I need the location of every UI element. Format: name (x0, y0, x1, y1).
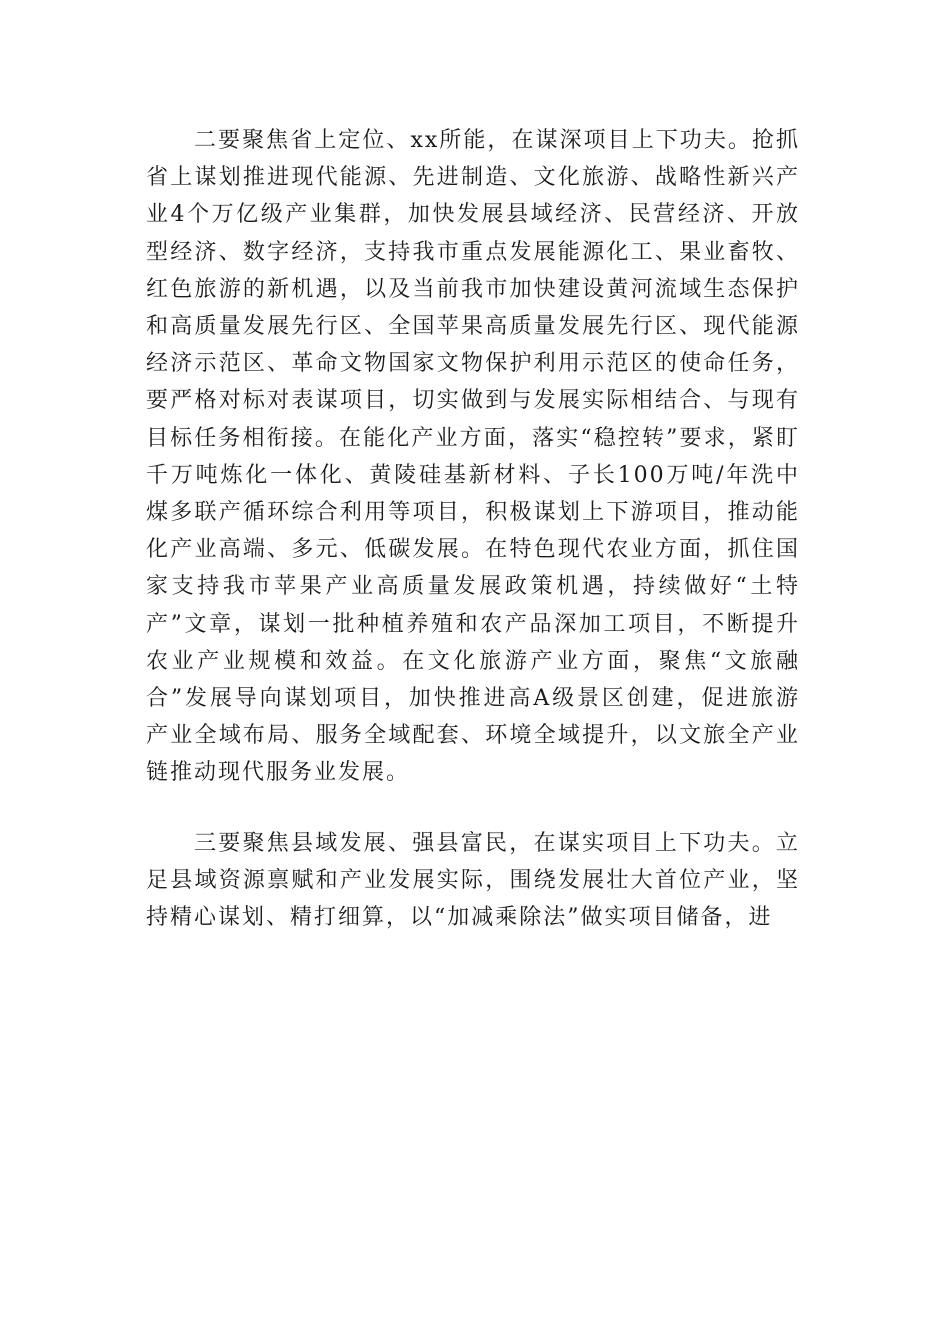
document-page (146, 122, 800, 936)
paragraph-focus-provincial-positioning: 二要聚焦省上定位、xx所能，在谋深项目上下功夫。抢抓省上谋划推进现代能源、先进制造、文化旅游、战略性新兴产业4个万亿级产业集群，加快发展县域经济、民营经济、开放型经济、数字经济，支持我市重点发展能源化工、果业畜牧、红色旅游的新机遇，以及当前我市加快建设黄河流域生态保护和高质量发展先行区、全国苹果高质量发展先行区、现代能源经济示范区、革命文物国家文物保护利用示范区的使命任务，要严格对标对表谋项目，切实做到与发展实际相结合、与现有目标任务相衔接。在能化产业方面，落实“稳控转”要求，紧盯千万吨炼化一体化、黄陵硅基新材料、子长100万吨/年洗中煤多联产循环综合利用等项目，积极谋划上下游项目，推动能化产业高端、多元、低碳发展。在特色现代农业方面，抓住国家支持我市苹果产业高质量发展政策机遇，持续做好“土特产”文章，谋划一批种植养殖和农产品深加工项目，不断提升农业产业规模和效益。在文化旅游产业方面，聚焦“文旅融合”发展导向谋划项目，加快推进高A级景区创建，促进旅游产业全域布局、服务全域配套、环境全域提升，以文旅全产业链推动现代服务业发展。 (146, 128, 800, 786)
paragraph-focus-county-development: 三要聚焦县域发展、强县富民，在谋实项目上下功夫。立足县域资源禀赋和产业发展实际，围绕发展壮大首位产业，坚持精心谋划、精打细算，以“加减乘除法”做实项目储备，进 (146, 830, 800, 931)
